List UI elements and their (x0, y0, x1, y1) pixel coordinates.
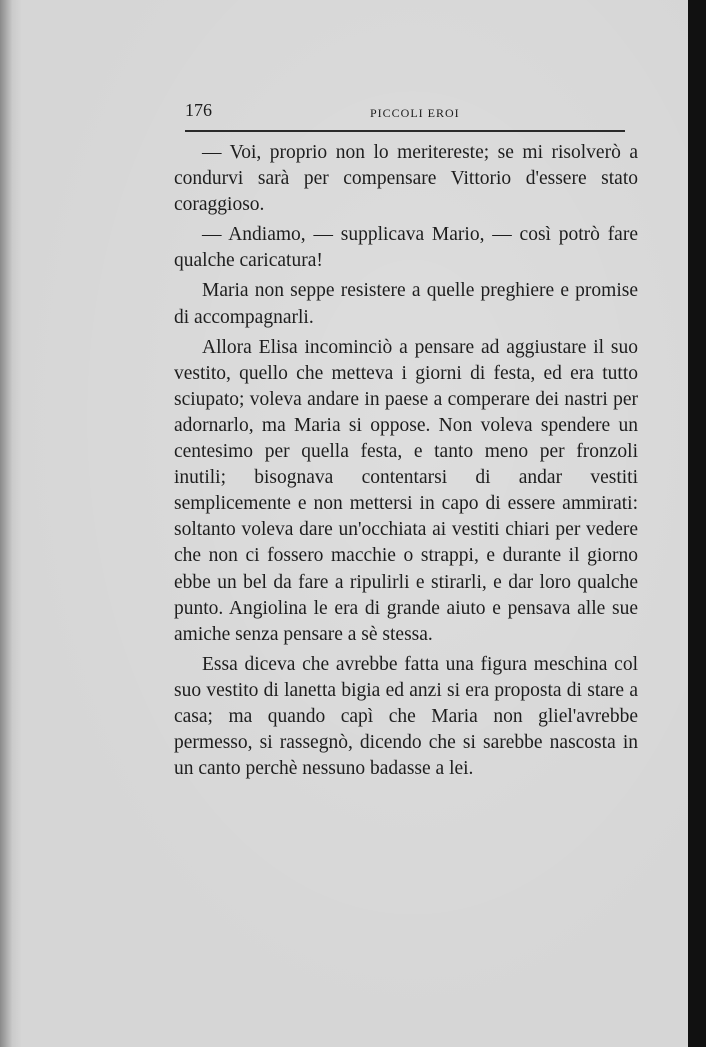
page-number: 176 (185, 100, 212, 120)
paragraph: Maria non seppe resistere a quelle preghiere e promise di accompagnarli. (174, 280, 638, 328)
paragraph: — Andiamo, — supplicava Mario, — così potrò fare qualche caricatura! (174, 224, 638, 272)
page-binding-shadow (0, 0, 12, 1047)
paragraph: — Voi, proprio non lo meritereste; se mi risolverò a condurvi sarà per compensare Vittorio d'essere stato coraggioso. (174, 142, 638, 216)
running-head: PICCOLI EROI (370, 106, 460, 120)
page-header (185, 100, 625, 124)
scan-right-border (688, 0, 706, 1047)
header-rule (185, 130, 625, 132)
paragraph: Essa diceva che avrebbe fatta una figura meschina col suo vestito di lanetta bigia ed anzi si era proposta di stare a casa; ma quando capì che Maria non gliel'avrebbe permesso, si rassegnò, dicendo che si sarebbe nascosta in un canto perchè nessuno badasse a lei. (174, 653, 638, 780)
body-text (174, 140, 638, 786)
paragraph: Allora Elisa incominciò a pensare ad aggiustare il suo vestito, quello che metteva i giorni di festa, ed era tutto sciupato; voleva andare in paese a comperare dei nastri per adornarlo, ma Maria si oppose. Non voleva spendere un centesimo per quella festa, e tanto meno per fronzoli inutili; bisognava contentarsi di andar vestiti semplicemente e non mettersi in capo di essere ammirati: soltanto voleva dare un'occhiata ai vestiti chiari per vedere che non ci fossero macchie o strappi, e durante il giorno ebbe un bel da fare a ripulirli e stirarli, e dar loro qualche punto. Angiolina le era di grande aiuto e pensava alle sue amiche senza pensare a sè stessa. (174, 336, 638, 645)
